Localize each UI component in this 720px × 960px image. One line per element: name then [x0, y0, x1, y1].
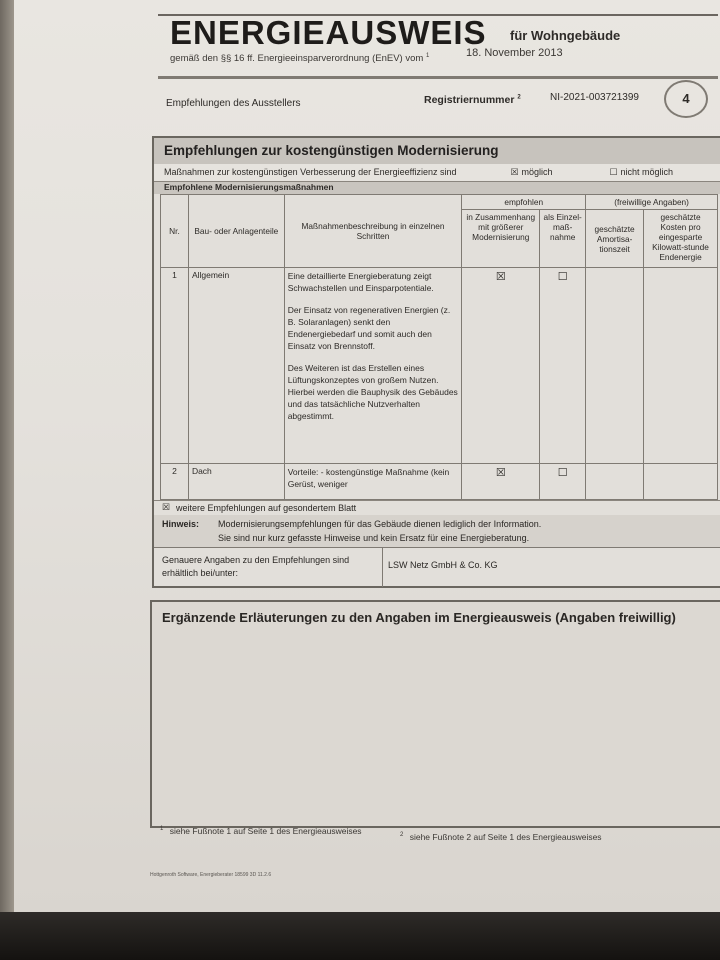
more-checkbox: ☒	[162, 502, 171, 512]
details-row	[154, 547, 720, 587]
row-amortisation	[586, 268, 644, 464]
row-beschreibung	[284, 268, 462, 464]
footnote-1-mark: 1	[160, 826, 164, 833]
group-empfohlen: empfohlen	[462, 195, 586, 210]
details-value: LSW Netz GmbH & Co. KG	[388, 560, 498, 570]
more-label: weitere Empfehlungen auf gesondertem Blatt	[176, 503, 357, 513]
moeglich-option	[510, 167, 553, 177]
section-label: Empfehlungen des Ausstellers	[166, 98, 301, 109]
moeglich-checkbox: ☒	[510, 167, 519, 178]
row-zusammenhang-checkbox: ☒	[462, 268, 540, 464]
explanations-section	[150, 600, 720, 828]
footnote-2-mark: 2	[400, 832, 404, 839]
row-kosten	[644, 464, 718, 500]
row-zusammenhang-checkbox: ☒	[462, 464, 540, 500]
footnote-1-text: siehe Fußnote 1 auf Seite 1 des Energieausweises	[169, 826, 362, 836]
recommendations-table	[160, 194, 718, 500]
row-paragraph: Eine detaillierte Energieberatung zeigt Schwachstellen und Einsparpotentiale.	[287, 271, 434, 293]
footnote-2	[400, 832, 602, 842]
moeglich-label: möglich	[521, 167, 553, 177]
row-bauteil: Dach	[188, 464, 284, 500]
col-kosten: geschätzte Kosten pro eingesparte Kilowatt-stunde Endenergie	[644, 210, 718, 268]
col-zusammenhang: in Zusammenhang mit größerer Modernisierung	[462, 210, 540, 268]
registration-number: NI-2021-003721399	[550, 92, 639, 103]
registration-label-text: Registriernummer	[424, 94, 515, 106]
recommended-label: Empfohlene Modernisierungsmaßnahmen	[164, 182, 334, 192]
details-divider	[382, 548, 383, 587]
row-beschreibung: Vorteile: - kostengünstige Maßnahme (kein Gerüst, weniger	[284, 464, 462, 500]
hinweis-line1: Modernisierungsempfehlungen für das Gebäude dienen lediglich der Information.	[218, 519, 542, 529]
table-group-header	[161, 195, 718, 210]
row-einzel-checkbox: ☐	[540, 464, 586, 500]
details-label: Genauere Angaben zu den Empfehlungen sind erhältlich bei/unter:	[162, 555, 350, 578]
possibility-row	[154, 164, 720, 182]
footnote-mark-1: 1	[425, 53, 430, 59]
registration-label	[424, 94, 521, 106]
explanations-title: Ergänzende Erläuterungen zu den Angaben im Energieausweis (Angaben freiwillig)	[162, 610, 676, 625]
group-freiwillig: (freiwillige Angaben)	[586, 195, 718, 210]
modernization-section	[152, 136, 720, 588]
row-paragraph: Der Einsatz von regenerativen Energien (z. B. Solaranlagen) senkt den Endenergiebedarf und somit auch den Einsatz von Brennstoff.	[287, 305, 451, 351]
footnote-2-text: siehe Fußnote 2 auf Seite 1 des Energieausweises	[409, 832, 602, 842]
regulation-date: 18. November 2013	[466, 47, 563, 59]
hinweis-line2: Sie sind nur kurz gefasste Hinweise und kein Ersatz für eine Energieberatung.	[218, 533, 530, 543]
desk-bottom	[0, 912, 720, 960]
header-rule	[158, 76, 718, 79]
modernization-title: Empfehlungen zur kostengünstigen Modernisierung	[164, 143, 499, 158]
col-nr: Nr.	[161, 195, 189, 268]
document-page	[14, 0, 720, 912]
row-bauteil: Allgemein	[188, 268, 284, 464]
regulation-line	[170, 53, 429, 64]
footnote-mark-2: 2	[517, 94, 521, 101]
table-row	[161, 464, 718, 500]
row-amortisation	[586, 464, 644, 500]
table-row	[161, 268, 718, 464]
row-nr: 2	[161, 464, 189, 500]
col-amortisation: geschätzte Amortisa-tionszeit	[586, 210, 644, 268]
page-number: 4	[664, 80, 708, 118]
nicht-moeglich-option	[609, 167, 673, 177]
row-kosten	[644, 268, 718, 464]
regulation-text: gemäß den §§ 16 ff. Energieeinsparverordnung (EnEV) vom	[170, 53, 424, 65]
hinweis-label: Hinweis:	[162, 519, 200, 529]
document-title: ENERGIEAUSWEIS	[170, 14, 487, 51]
row-paragraph: Des Weiteren ist das Erstellen eines Lüftungskonzeptes von großem Nutzen. Hierbei werden die Bauphysik des Gebäudes und das tatsächliche Nutzverhalten abgestimmt.	[287, 363, 458, 421]
col-beschreibung: Maßnahmenbeschreibung in einzelnen Schritten	[284, 195, 462, 268]
row-einzel-checkbox: ☐	[540, 268, 586, 464]
col-einzel: als Einzel-maß-nahme	[540, 210, 586, 268]
nicht-moeglich-label: nicht möglich	[620, 167, 674, 177]
row-nr: 1	[161, 268, 189, 464]
footnote-1	[160, 826, 362, 836]
recommended-header	[154, 182, 720, 194]
hinweis-row	[154, 515, 720, 547]
software-credit: Hottgenroth Software, Energieberater 18599 3D 11.2.6	[150, 872, 272, 878]
nicht-moeglich-checkbox: ☐	[609, 167, 618, 178]
col-bauteil: Bau- oder Anlagenteile	[188, 195, 284, 268]
more-recommendations-row	[154, 500, 720, 515]
possibility-text: Maßnahmen zur kostengünstigen Verbesserung der Energieeffizienz sind	[164, 167, 457, 177]
document-title-suffix: für Wohngebäude	[510, 28, 621, 43]
